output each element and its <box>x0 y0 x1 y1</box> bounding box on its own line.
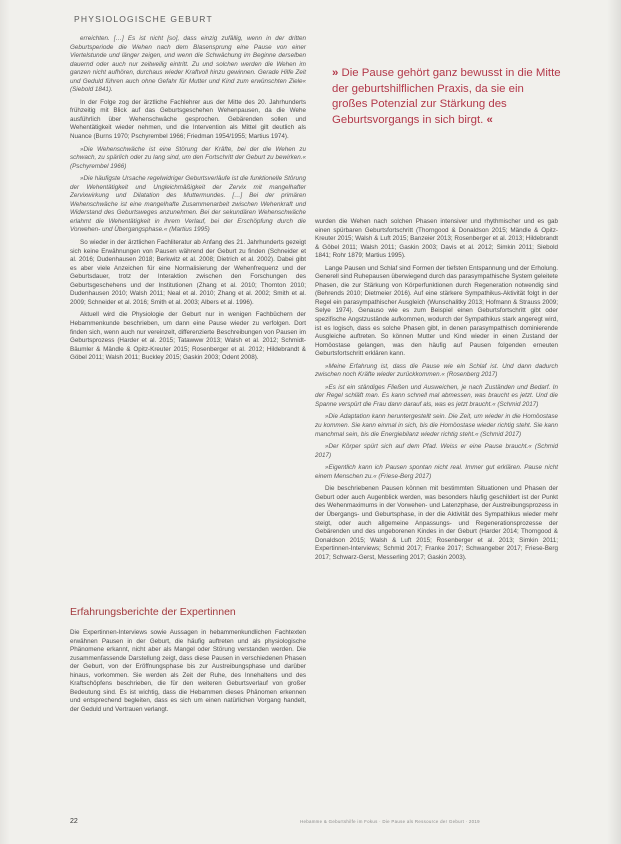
paragraph: Aktuell wird die Physiologie der Geburt nur in wenigen Fachbüchern der Hebammenkunde beschrieben, um dann eine Pause wieder zu verfolgen. Dort finden sich, wenn auch nur vereinzelt, differenzierte Beschreibungen von Pausen im Geburtsprozess (Harder et al. 2015; Tatawww 2013; Walsh et al. 2012; Schmidt-Bäumler & Mändle & Opitz-Kreuter 2015; Rosenberger et al. 2012; Hildebrandt & Göbel 2011; Walsh 2011; Buckley 2015; Gaskin 2003; Odent 2008). <box>70 311 306 362</box>
paragraph: Lange Pausen und Schlaf sind Formen der tiefsten Entspannung und der Erholung. Generell sind Ruhepausen überwiegend durch das parasympathische System geleitete Phasen, die zur Stärkung von Körperfunktionen durch Regeneration notwendig sind (Behrends 2010; Dietmeier 2016). Auf eine stärkere Sympathikus-Aktivität folgt in der Regel ein parasympathischer Ausgleich (Wunschalitky 2013; Hofmann & Strauss 2009; Selye 1974). Genauso wie es zum Beispiel einen Geburtsfortschritt gibt oder spezifische Angstzustände aufkommen, wodurch der Sympathikus stark angeregt wird, ist es logisch, dass es solche Phasen gibt, in denen parasympathisch dominierende Ausgleiche auftreten. So können Mutter und Kind wieder in einen Zustand der Homöostase gelangen, was den häufig auf Pausen folgenden erneuten Geburtsfortschritt erklären kann. <box>315 264 558 358</box>
paragraph: In der Folge zog der ärztliche Fachlehrer aus der Mitte des 20. Jahrhunderts frühzeitig mit Blick auf das Geburtsgeschehen Wehenpausen, da die Wehe ausführlich über Wehenschwäche gesprochen. Gebärenden sollen und Wehentätigkeit wieder nehmen, und die Intervention als Mittel gilt deutlich als Nuance (Burns 1970; Pschyrembel 1966; Friedman 1954/1955; Martius 1974). <box>70 98 306 141</box>
left-column <box>70 31 306 363</box>
paragraph: »Es ist ein ständiges Fließen und Ausweichen, je nach Zuständen und Bedarf. In der Regel schläft man. Es kann schnell mal abmessen, was braucht es jetzt. Und die Spanne verspürt die Frau dann darauf als, was es jetzt braucht.« (Schmid 2017) <box>315 383 558 408</box>
paragraph: So wieder in der ärztlichen Fachliteratur ab Anfang des 21. Jahrhunderts gezeigt sich keine Erwähnungen von Pausen während der Geburt zu finden (Schneider et al. 2016; Dudenhausen 2018; Berkwitz et al. 2008; Dietrich et al. 2002). Dabei gibt es aber viele Anzeichen für eine Normalisierung der Wehenfrequenz und der Geburtsdauer, trotz der Interaktion zwischen den Forschungen des Geburtsgeschehens und der Institutionen (Zhang et al. 2010; Thornton 2010; Dudenhausen 2010; Walsh 2011; Neal et al. 2010; Zhang et al. 2002; Smith et al. 2009; Schneider et al. 2016; Smith et al. 2003; Albers et al. 1996). <box>70 239 306 306</box>
paragraph: erreichten. […] Es ist nicht [so], dass einzig zufällig, wenn in der dritten Geburtsperiode die Wehen nach dem Blasensprung eine Pause von einer Viertelstunde und länger zeigen, und wenn die Schwächung im Beginne derselben dauernd oder auch nur zeitweilig eintritt. Zu und solchen werden die Wehen im ganzen nicht aufhören, durchaus wieder Kraftvoll hinzu gewinnen. Gerade Hilfe Zeit und Geduld führen auch ohne Gefahr für Mutter und Kind zum erwünschten Ziele« (Siebold 1841). <box>70 35 306 94</box>
section-heading: Erfahrungsberichte der Expertinnen <box>70 606 236 618</box>
quote-open-mark: » <box>332 67 339 79</box>
scan-shade-right <box>607 0 621 844</box>
right-column <box>315 218 558 562</box>
pull-quote <box>332 66 562 128</box>
paragraph: »Die Wehenschwäche ist eine Störung der Kräfte, bei der die Wehen zu schwach, zu spärlich oder zu lang sind, um den Fortschritt der Geburt zu bewirken.« (Pschyrembel 1966) <box>70 145 306 170</box>
paragraph: wurden die Wehen nach solchen Phasen intensiver und rhythmischer und es gab einen spürbaren Geburtsfortschritt (Thorngood & Donaldson 2015; Mändle & Opitz-Kreuter 2015; Walsh & Luft 2015; Banzeier 2013; Rosenberger et al. 2013; Hildebrandt & Göbel 2011; Walsh 2011; Gaskin 2003; Davis et al. 2012; Simkin 2011; Siebold 1841; Rohr 1879; Martius 1995). <box>315 218 558 260</box>
paragraph: Die beschriebenen Pausen können mit bestimmten Situationen und Phasen der Geburt oder auch Augenblick werden, was besonders häufig geschildert ist der Punkt des Wehenmaximums in der Vorwehen- und Latenzphase, der Austreibungsprozess in der Übergangs- und Geburtsphase, in der die Aktivität des Sympathikus wieder mehr steigt, oder auch allgemeine Anpassungs- und Regenerationsprozesse der Gebärenden und des ungeborenen Kindes in der Geburt (Harder 2014; Thorngood & Donaldson 2015; Walsh & Luft 2015; Rosenberger et al. 2013; Simkin 2011; Expertinnen-Interviews; Schmid 2017; Franke 2017; Schwangeber 2017; Friese-Berg 2017; Schwarz-Gerst, Messerling 2017; Gaskin 2003). <box>315 485 558 561</box>
paragraph: »Meine Erfahrung ist, dass die Pause wie ein Schlaf ist. Und dann dadurch zwischen noch Kräfte wieder zurückkommen.« (Rosenberg 2017) <box>315 362 558 379</box>
paragraph: Die Expertinnen-Interviews sowie Aussagen in hebammenkundlichen Fachtexten erwähnen Pausen in der Geburt, die häufig auftreten und als physiologische Phänomene erkannt, nicht aber als Mangel oder Störung verstanden werden. Die zusammenfassende Darstellung zeigt, dass diese Pausen in verschiedenen Phasen der Geburt, von der Eröffnungsphase bis zur Austreibungsphase und darüber hinaus, vorkommen. Sie werden als Zeit der Ruhe, des Innehaltens und des Kraftschöpfens beschrieben, die für den weiteren Geburtsverlauf von großer Bedeutung sind. Es ist wichtig, dass die Hebammen dieses Phänomen erkennen und entsprechend begleiten, dass es sich um einen natürlichen Vorgang handelt, der Geduld und Vertrauen verlangt. <box>70 629 306 713</box>
paragraph: »Der Körper spürt sich auf dem Pfad. Weiss er eine Pause braucht.« (Schmid 2017) <box>315 443 558 459</box>
left-column-section <box>70 629 306 714</box>
running-header: PHYSIOLOGISCHE GEBURT <box>74 14 213 24</box>
paragraph: »Eigentlich kann ich Pausen spontan nicht real. Immer gut erklären. Pause nicht einem Menschen zu.« (Friese-Berg 2017) <box>315 464 558 480</box>
journal-footer-line: Hebamme & Geburtshilfe im Fokus · Die Pause als Ressource der Geburt · 2019 <box>300 819 480 824</box>
scan-shade-left <box>0 0 10 844</box>
quote-close-mark: « <box>486 113 493 126</box>
page-number: 22 <box>70 818 78 825</box>
paragraph: »Die Adaptation kann heruntergestellt sein. Die Zeit, um wieder in die Homöostase zu kommen. Sie kann einmal in sich, bis die Homöostase wieder richtig steht. Sie kann manchmal sein, bis die Energiebilanz wieder richtig steht.« (Schmid 2017) <box>315 413 558 438</box>
pull-quote-text: Die Pause gehört ganz bewusst in die Mitte der geburtshilflichen Praxis, da sie ein großes Potenzial zur Stärkung des Geburtsvorgangs in sich birgt. <box>332 67 561 126</box>
paragraph: »Die häufigste Ursache regelwidriger Geburtsverläufe ist die funktionelle Störung der Wehentätigkeit und Ungleichmäßigkeit der Zervix mit mangelhafter Zervixwirkung und Dilatation des Muttermundes. […] Bei der primären Wehenschwäche ist eine mangelhafte Zusammenarbeit zwischen Wehenkraft und Widerstand des Geburtsweges anzunehmen. Bei der sekundären Wehenschwäche erlahmt die Wehentätigkeit in ihrem Verlauf, bei der Erschöpfung durch die Vorwehen- und Übergangsphase.« (Martius 1995) <box>70 175 306 234</box>
